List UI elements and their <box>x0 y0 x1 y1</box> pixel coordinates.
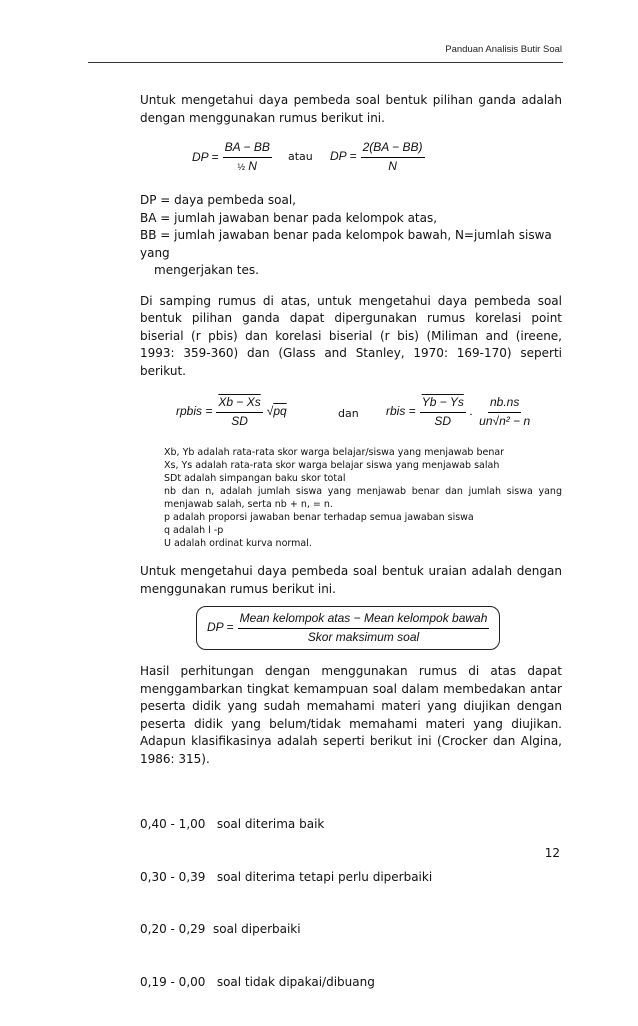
paragraph-uraian: Untuk mengetahui daya pembeda soal bentuk uraian adalah dengan menggunakan rumus berikut ini. <box>140 564 562 596</box>
definition-item: mengerjakan tes. <box>154 263 259 277</box>
formula2-numerator: Xb − Xs <box>216 394 262 413</box>
formula3-fraction <box>238 610 490 646</box>
definitions-list <box>140 192 562 280</box>
formula-dp-pilihan-ganda <box>140 133 562 179</box>
definition-item: BB = jumlah jawaban benar pada kelompok bawah, N=jumlah siswa yang <box>140 228 552 260</box>
classification-item: 0,40 - 1,00 soal diterima baik <box>140 817 325 831</box>
page-body <box>140 92 562 1026</box>
formula2-denominator: SD <box>231 413 248 428</box>
formula-biserial: rpbis = $\frac{Xb - Xs}{SD}$ √pq dan rbis = $\frac{Yb - Ys}{SD}$ . $\frac{nb.ns}{\text{un√n² − n}}$ <box>140 388 562 440</box>
formula2b-numerator: Yb − Ys <box>420 394 466 413</box>
paragraph-biserial: Di samping rumus di atas, untuk mengetahui daya pembeda soal bentuk pilihan ganda dapat dipergunakan rumus korelasi point biserial (r pbis) dan korelasi biserial (r bis) (Miliman and (ireene, 1993: 359-360) dan (Glass and Stanley, 1970: 169-170) seperti berikut. <box>140 293 562 378</box>
formula2-sqrt-arg: pq <box>273 404 287 419</box>
paragraph-intro: Untuk mengetahui daya pembeda soal bentuk pilihan ganda adalah dengan menggunakan rumus berikut ini. <box>140 93 562 125</box>
formula2b-lhs: rbis = <box>386 404 416 419</box>
classification-item: 0,20 - 0,29 soal diperbaiki <box>140 922 301 936</box>
formula1b-numerator: 2(BA − BB) <box>361 139 425 158</box>
formula2c-denominator: un√n² − n <box>479 413 531 428</box>
definition-item: BA = jumlah jawaban benar pada kelompok atas, <box>140 210 438 225</box>
formula2b-fraction <box>420 394 466 430</box>
note-item: nb dan n, adalah jumlah siswa yang menjawab benar dan jumlah siswa yang menjawab salah, serta nb + n, = n. <box>164 486 562 510</box>
formula1b-lhs: DP = <box>330 149 357 164</box>
notes-block <box>140 446 562 550</box>
note-item: U adalah ordinat kurva normal. <box>164 538 312 549</box>
formula1-lhs: DP = <box>192 149 219 164</box>
note-item: Xb, Yb adalah rata-rata skor warga belajar/siswa yang menjawab benar <box>164 447 505 458</box>
formula-uraian-wrap <box>140 606 562 650</box>
formula2-fraction <box>216 394 262 430</box>
header-rule <box>88 62 563 63</box>
formula3-denominator: Skor maksimum soal <box>307 629 420 644</box>
page-number: 12 <box>544 846 560 860</box>
formula3-numerator: Mean kelompok atas − Mean kelompok bawah <box>238 610 490 629</box>
formula2c-numerator: nb.ns <box>488 394 521 413</box>
formula1-numerator: BA − BB <box>223 139 272 158</box>
formula-uraian <box>196 606 500 650</box>
formula2b-denominator: SD <box>434 413 452 428</box>
formula2-sqrt: √pq <box>266 404 287 419</box>
formula2-lhs: rpbis = <box>176 404 213 419</box>
definition-item: DP = daya pembeda soal, <box>140 193 296 207</box>
formula2c-fraction <box>477 394 532 430</box>
formula1b-fraction <box>361 139 425 175</box>
formula2-dan: dan <box>338 407 359 420</box>
note-item: SDt adalah simpangan baku skor total <box>164 473 346 484</box>
formula1-fraction <box>223 139 272 176</box>
classification-list <box>140 781 562 1026</box>
classification-item: 0,19 - 0,00 soal tidak dipakai/dibuang <box>140 974 375 989</box>
note-item: p adalah proporsi jawaban benar terhadap semua jawaban siswa <box>164 512 474 523</box>
classification-item: 0,30 - 0,39 soal diterima tetapi perlu diperbaiki <box>140 869 433 884</box>
formula1-den-n: N <box>248 158 257 173</box>
formula1-atau: atau <box>288 150 313 163</box>
formula3-lhs: DP = <box>207 620 234 635</box>
formula1-denominator <box>235 158 259 177</box>
paragraph-hasil: Hasil perhitungan dengan menggunakan rumus di atas dapat menggambarkan tingkat kemampuan soal dalam membedakan antar peserta didik yang sudah memahami materi yang diujikan dengan peserta didik yang belum/tidak memahami materi yang diujikan. Adapun klasifikasinya adalah seperti berikut ini (Crocker dan Algina, 1986: 315). <box>140 664 562 766</box>
formula1-den-half: ½ <box>237 161 245 172</box>
formula1b-denominator: N <box>388 158 397 173</box>
running-header: Panduan Analisis Butir Soal <box>445 44 562 55</box>
note-item: Xs, Ys adalah rata-rata skor warga belajar siswa yang menjawab salah <box>164 460 500 471</box>
note-item: q adalah l -p <box>164 525 224 536</box>
